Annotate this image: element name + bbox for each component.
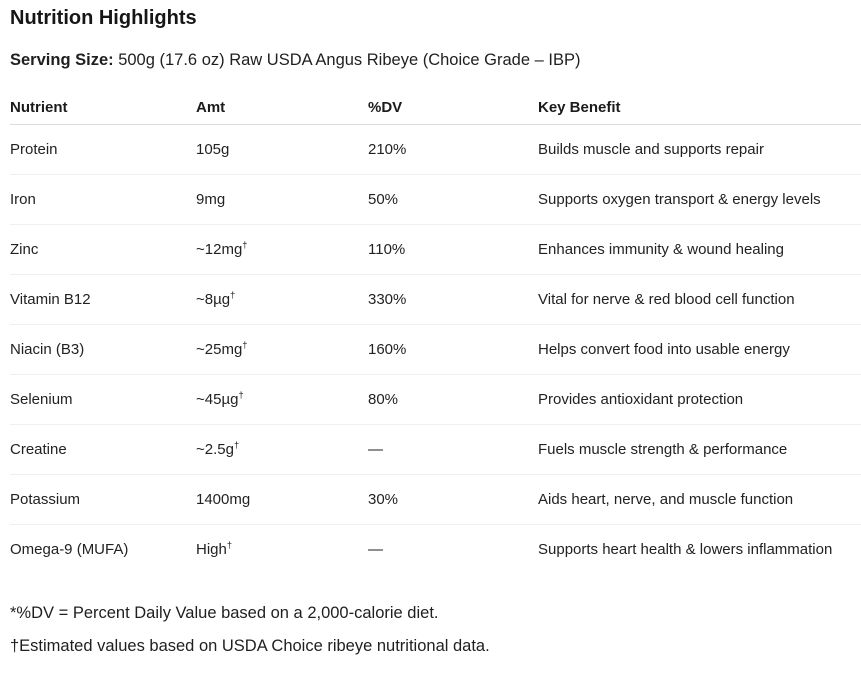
- dagger-superscript: †: [238, 389, 244, 400]
- cell-nutrient: Protein: [10, 124, 196, 174]
- dagger-superscript: †: [242, 239, 248, 250]
- cell-benefit: Fuels muscle strength & performance: [538, 424, 861, 474]
- table-row: [10, 424, 861, 474]
- dagger-superscript: †: [226, 539, 233, 550]
- cell-nutrient: Selenium: [10, 374, 196, 424]
- cell-amt: High†: [196, 539, 233, 558]
- cell-nutrient: Vitamin B12: [10, 274, 196, 324]
- dagger-superscript: †: [230, 289, 236, 300]
- cell-benefit: Aids heart, nerve, and muscle function: [538, 474, 861, 524]
- table-row: [10, 524, 861, 574]
- page-title: Nutrition Highlights: [10, 7, 197, 29]
- cell-dv: 30%: [368, 474, 538, 524]
- table-row: [10, 474, 861, 524]
- cell-amt: 1400mg: [196, 474, 368, 524]
- cell-dv: 50%: [368, 174, 538, 224]
- header-cell-dv: %DV: [368, 91, 538, 124]
- cell-amt: ~45µg†: [196, 374, 368, 424]
- dagger-superscript: †: [233, 439, 240, 450]
- table-row: [10, 174, 861, 224]
- cell-amt: ~12mg†: [196, 224, 368, 274]
- cell-dv: 330%: [368, 274, 538, 324]
- serving-size-value: 500g (17.6 oz) Raw USDA Angus Ribeye (Choice Grade – IBP): [113, 51, 581, 69]
- cell-benefit: Vital for nerve & red blood cell function: [538, 274, 861, 324]
- cell-dv: —: [368, 540, 383, 558]
- table-row: [10, 224, 861, 274]
- cell-dv: 210%: [368, 124, 538, 174]
- cell-benefit: Provides antioxidant protection: [538, 374, 861, 424]
- cell-amt: ~2.5g†: [196, 424, 368, 474]
- dagger-superscript: †: [242, 339, 248, 350]
- header-cell-nutrient: Nutrient: [10, 91, 196, 124]
- cell-benefit: Supports oxygen transport & energy levels: [538, 174, 861, 224]
- cell-dv: 160%: [368, 324, 538, 374]
- cell-dv: 110%: [368, 224, 538, 274]
- footnote-estimated: †Estimated values based on USDA Choice ribeye nutritional data.: [10, 637, 490, 655]
- footnote-dv: *%DV = Percent Daily Value based on a 2,000-calorie diet.: [10, 604, 439, 622]
- cell-nutrient: Omega-9 (MUFA): [10, 540, 129, 558]
- cell-benefit: Helps convert food into usable energy: [538, 324, 861, 374]
- cell-amt: ~8µg†: [196, 274, 368, 324]
- cell-nutrient: Creatine: [10, 424, 196, 474]
- table-row: [10, 374, 861, 424]
- cell-nutrient: Niacin (B3): [10, 324, 196, 374]
- serving-size-line: [10, 50, 861, 70]
- cell-amt: ~25mg†: [196, 324, 368, 374]
- cell-benefit: Enhances immunity & wound healing: [538, 224, 861, 274]
- header-cell-benefit: Key Benefit: [538, 91, 861, 124]
- table-row: [10, 124, 861, 174]
- cell-benefit: Builds muscle and supports repair: [538, 124, 861, 174]
- cell-nutrient: Potassium: [10, 474, 196, 524]
- cell-dv: 80%: [368, 374, 538, 424]
- table-row: [10, 324, 861, 374]
- footnotes: [10, 603, 861, 656]
- cell-benefit: Supports heart health & lowers inflammation: [538, 540, 833, 558]
- header-cell-amt: Amt: [196, 91, 368, 124]
- nutrition-table: [10, 91, 861, 574]
- table-header-row: [10, 91, 861, 124]
- serving-size-label: Serving Size:: [10, 51, 114, 69]
- cell-nutrient: Zinc: [10, 224, 196, 274]
- table-row: [10, 274, 861, 324]
- cell-nutrient: Iron: [10, 174, 196, 224]
- cell-amt: 105g: [196, 124, 368, 174]
- cell-dv: —: [368, 424, 538, 474]
- cell-amt: 9mg: [196, 174, 368, 224]
